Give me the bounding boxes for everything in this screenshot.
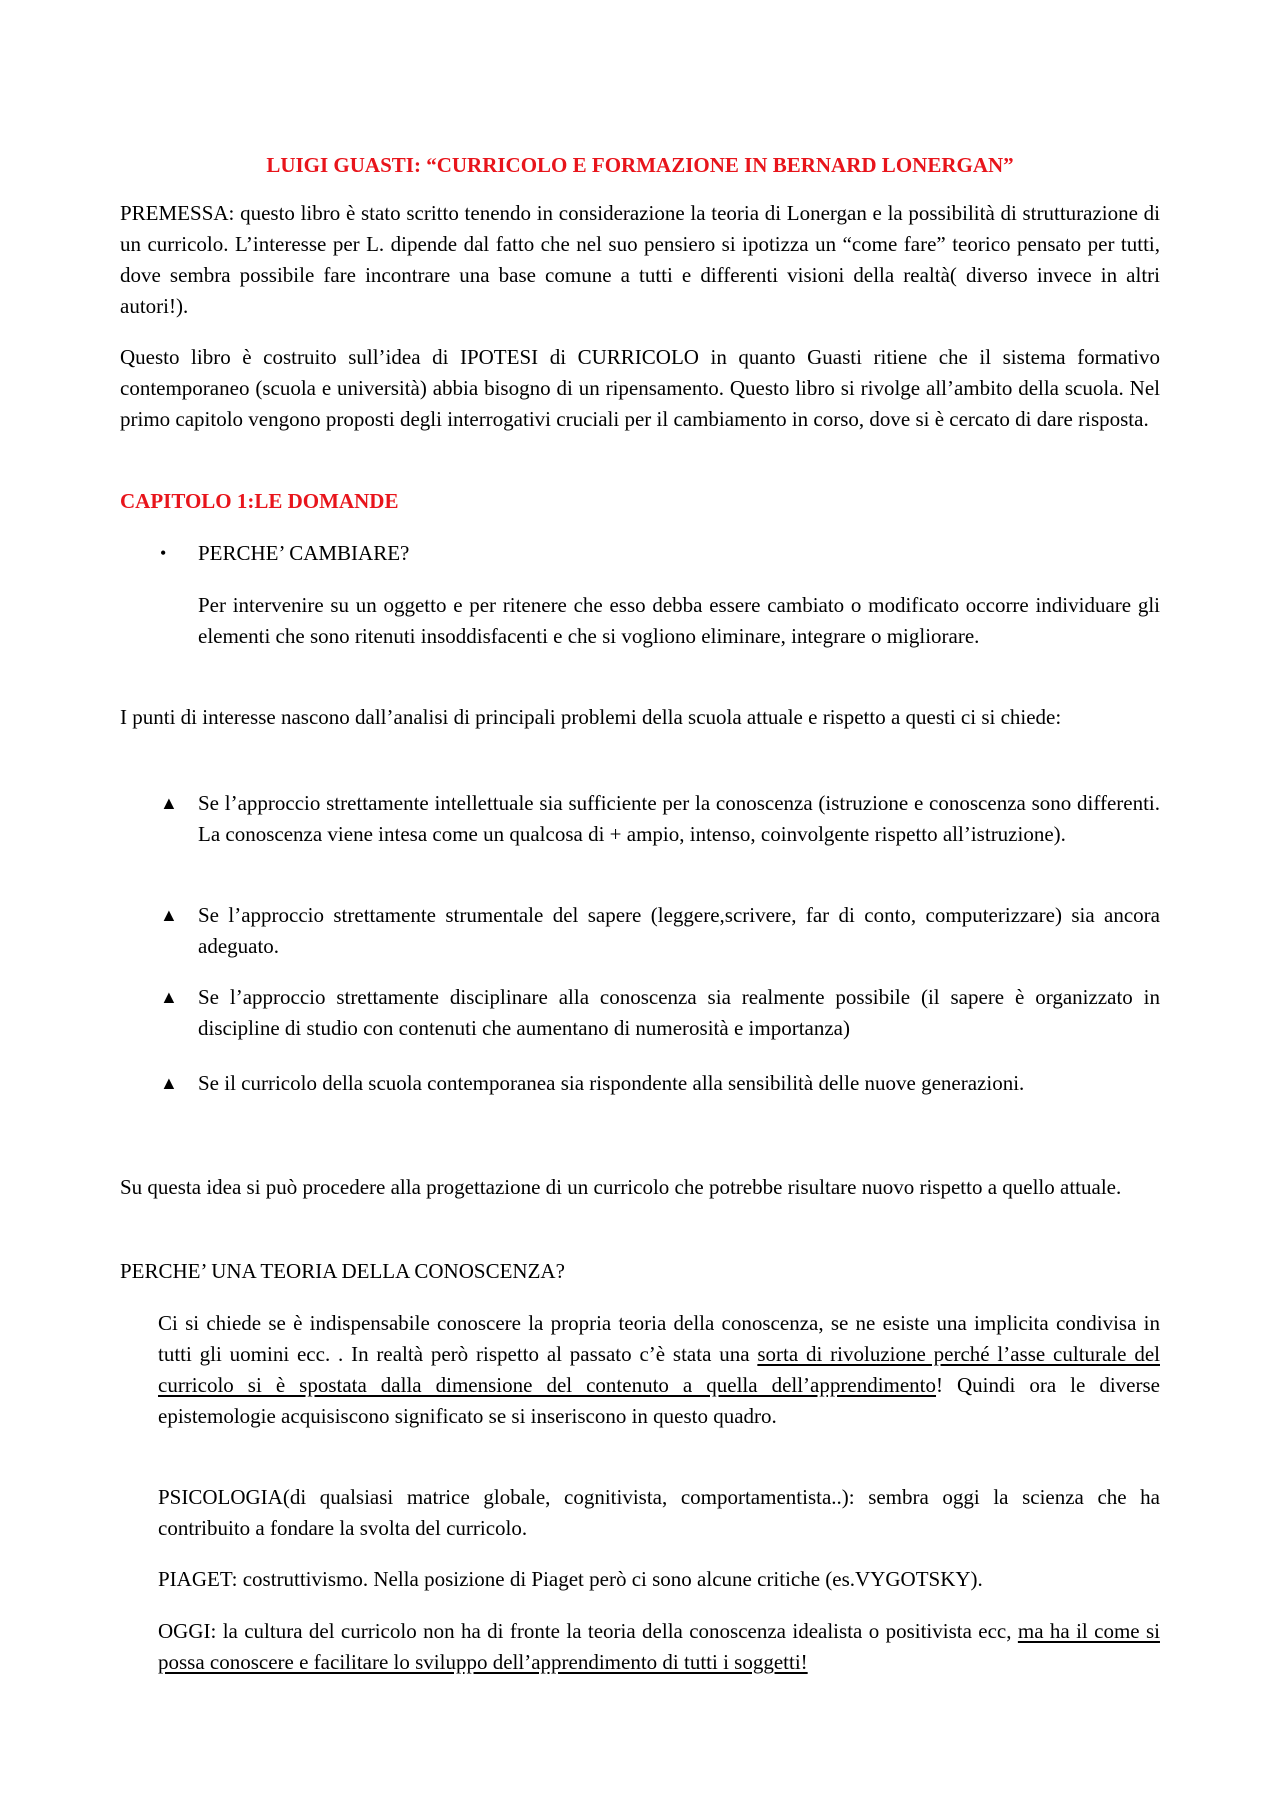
psicologia-paragraph: PSICOLOGIA(di qualsiasi matrice globale, cognitivista, comportamentista..): sembra oggi la scienza che ha contribuito a fondare la svolta del curricolo. [158, 1485, 1160, 1540]
list-item: Se l’approccio strettamente strumentale del sapere (leggere,scrivere, far di conto, computerizzare) sia ancora adeguato. [198, 903, 1160, 958]
list-item: Se l’approccio strettamente disciplinare alla conoscenza sia realmente possibile (il sapere è organizzato in discipline di studio con contenuti che aumentano di numerosità e importanza) [198, 985, 1160, 1040]
question-perche-cambiare: PERCHE’ CAMBIARE? [198, 541, 410, 565]
oggi-paragraph [158, 1616, 1160, 1678]
bullet-dot-icon: • [160, 543, 167, 563]
q2-text-part2: ! Quindi ora le diverse epistemologie acquisiscono significato se si inseriscono in questo quadro. [158, 1373, 1160, 1428]
oggi-underlined-text: ma ha il come si possa conoscere e facilitare lo sviluppo dell’apprendimento di tutti i soggetti! [158, 1619, 1160, 1674]
premessa-paragraph: PREMESSA: questo libro è stato scritto tenendo in considerazione la teoria di Lonergan e la possibilità di strutturazione di un curricolo. L’interesse per L. dipende dal fatto che nel suo pensiero si ipotizza un “come fare” teorico pensato per tutti, dove sembra possibile fare incontrare una base comune a tutti e differenti visioni della realtà( diverso invece in altri autori!). [120, 201, 1160, 318]
progettazione-paragraph: Su questa idea si può procedere alla progettazione di un curricolo che potrebbe risultare nuovo rispetto a quello attuale. [120, 1175, 1122, 1199]
list-item: Se l’approccio strettamente intellettuale sia sufficiente per la conoscenza (istruzione e conoscenza sono differenti. La conoscenza viene intesa come un qualcosa di + ampio, intenso, coinvolgente rispetto all’istruzione). [198, 791, 1160, 846]
triangle-bullet-icon: ▲ [160, 987, 178, 1007]
punti-intro-paragraph: I punti di interesse nascono dall’analisi di principali problemi della scuola attuale e rispetto a questi ci si chiede: [120, 705, 1062, 729]
list-item: Se il curricolo della scuola contemporanea sia rispondente alla sensibilità delle nuove generazioni. [198, 1071, 1025, 1095]
q2-text-part1: Ci si chiede se è indispensabile conoscere la propria teoria della conoscenza, se ne esiste una implicita condivisa in tutti gli uomini ecc. . In realtà però rispetto al passato c’è stata una [158, 1311, 1160, 1366]
oggi-text-part1: OGGI: la cultura del curricolo non ha di fronte la teoria della conoscenza idealista o positivista ecc, [158, 1619, 1018, 1643]
q2-paragraph [158, 1308, 1160, 1432]
question1-answer: Per intervenire su un oggetto e per ritenere che esso debba essere cambiato o modificato occorre individuare gli elementi che sono ritenuti insoddisfacenti e che si vogliono eliminare, integrare o migliorare. [198, 593, 1160, 648]
triangle-bullet-icon: ▲ [160, 793, 178, 813]
triangle-bullet-icon: ▲ [160, 905, 178, 925]
chapter-heading: CAPITOLO 1:LE DOMANDE [120, 489, 399, 513]
piaget-paragraph: PIAGET: costruttivismo. Nella posizione di Piaget però ci sono alcune critiche (es.VYGOTSKY). [158, 1567, 983, 1591]
triangle-bullet-icon: ▲ [160, 1073, 178, 1093]
intro-paragraph: Questo libro è costruito sull’idea di IPOTESI di CURRICOLO in quanto Guasti ritiene che il sistema formativo contemporaneo (scuola e università) abbia bisogno di un ripensamento. Questo libro si rivolge all’ambito della scuola. Nel primo capitolo vengono proposti degli interrogativi cruciali per il cambiamento in corso, dove si è cercato di dare risposta. [120, 345, 1160, 431]
question-teoria-conoscenza: PERCHE’ UNA TEORIA DELLA CONOSCENZA? [120, 1259, 565, 1283]
document-title: LUIGI GUASTI: “CURRICOLO E FORMAZIONE IN BERNARD LONERGAN” [266, 153, 1014, 177]
q2-underlined-text: sorta di rivoluzione perché l’asse culturale del curricolo si è spostata dalla dimensione del contenuto a quella dell’apprendimento [158, 1342, 1160, 1397]
